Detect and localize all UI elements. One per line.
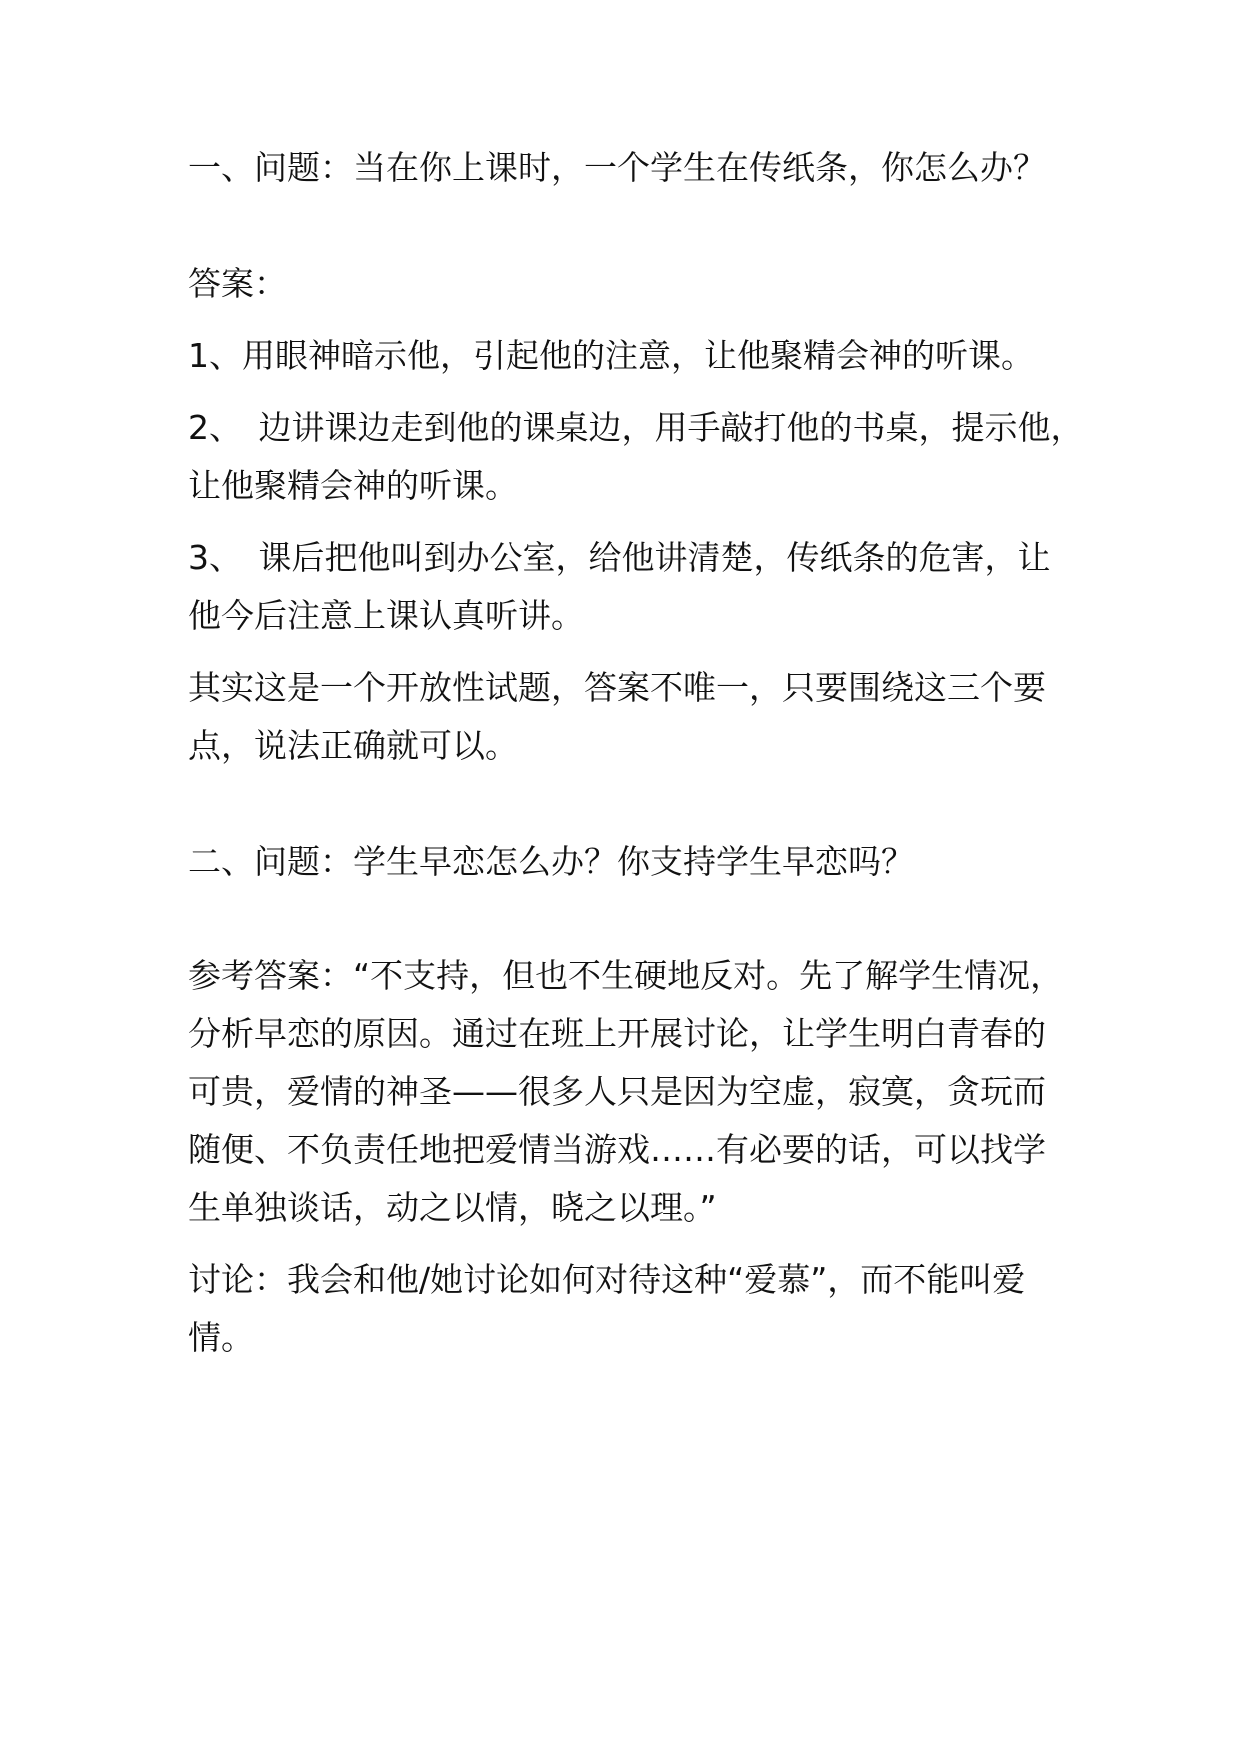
section1-item-3-line-2: 他今后注意上课认真听讲。	[188, 596, 584, 635]
section2-answer-line-5: 生单独谈话，动之以情，晓之以理。”	[188, 1188, 717, 1227]
section1-question: 一、问题：当在你上课时，一个学生在传纸条，你怎么办？	[188, 148, 1046, 187]
section1-note-line-2: 点，说法正确就可以。	[188, 726, 518, 765]
section1-item-1: 1、用眼神暗示他，引起他的注意，让他聚精会神的听课。	[188, 336, 1034, 375]
section1-item-2-line-2: 让他聚精会神的听课。	[188, 466, 518, 505]
section2-discussion-line-1: 讨论：我会和他/她讨论如何对待这种“爱慕”，而不能叫爱	[188, 1260, 1026, 1299]
section2-answer-line-2: 分析早恋的原因。通过在班上开展讨论，让学生明白青春的	[188, 1014, 1046, 1053]
section2-question: 二、问题：学生早恋怎么办？你支持学生早恋吗？	[188, 842, 914, 881]
section1-item-3-line-1: 3、 课后把他叫到办公室，给他讲清楚，传纸条的危害，让	[188, 538, 1051, 577]
section1-answer-label: 答案：	[188, 264, 287, 303]
section2-discussion-line-2: 情。	[188, 1318, 254, 1357]
section2-answer-line-1: 参考答案：“不支持，但也不生硬地反对。先了解学生情况，	[188, 956, 1064, 995]
section2-answer-line-3: 可贵，爱情的神圣——很多人只是因为空虚，寂寞，贪玩而	[188, 1072, 1046, 1111]
section1-item-2-line-1: 2、 边讲课边走到他的课桌边，用手敲打他的书桌，提示他，	[188, 408, 1084, 447]
section2-answer-line-4: 随便、不负责任地把爱情当游戏……有必要的话，可以找学	[188, 1130, 1046, 1169]
section1-note-line-1: 其实这是一个开放性试题，答案不唯一，只要围绕这三个要	[188, 668, 1046, 707]
